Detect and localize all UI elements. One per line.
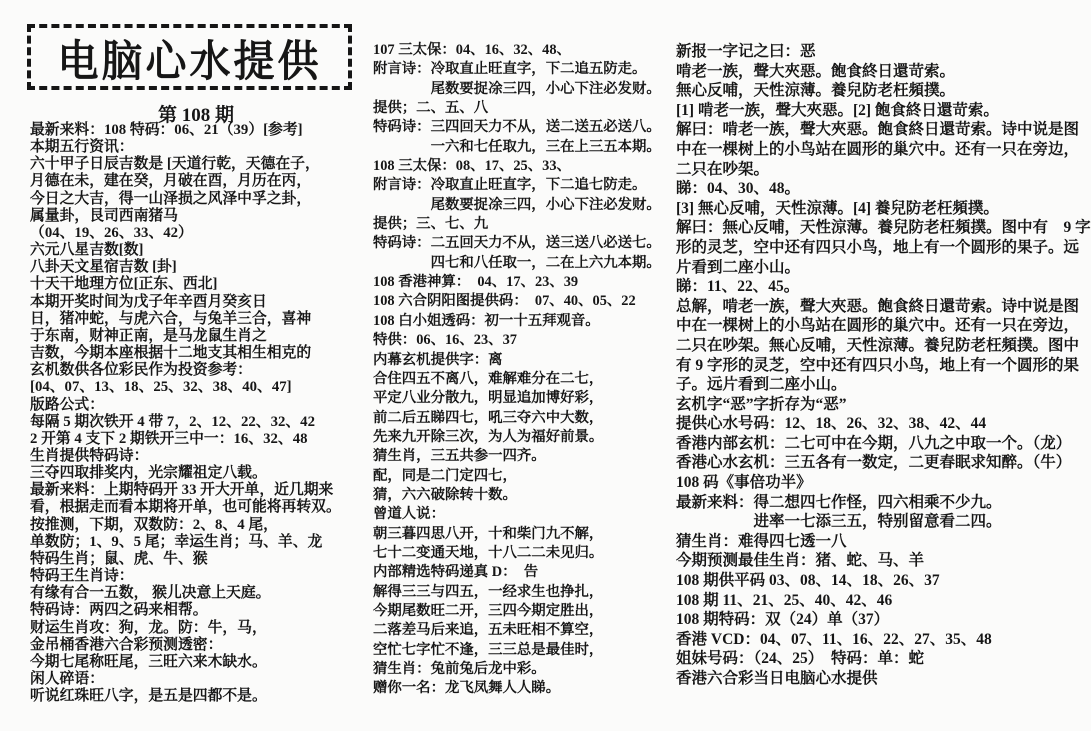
right-column [676, 42, 1091, 689]
text-line: 108 六合阴阳图提供码： 07、40、05、22 [373, 293, 636, 310]
text-line: 内幕玄机提供字：离 [373, 351, 503, 368]
text-line: 六元八星吉数[数] [30, 242, 144, 259]
text-line: 108 期 11、21、25、40、42、46 [676, 591, 893, 609]
text-line: 进率一七添三五，特别留意看二四。 [676, 513, 1002, 531]
text-line: 今期七尾称旺尾，三旺六来木缺水。 [30, 653, 267, 670]
text-line: 最新来料：上期特码开 33 开大开单，近几期来 [30, 482, 334, 499]
text-line: 财运生肖攻：狗，龙。防：牛，马， [30, 619, 267, 636]
text-line: 玄机字“恶”字折存为“恶” [676, 395, 847, 413]
text-line: 香港 VCD：04、07、11、16、22、27、35、48 [676, 630, 992, 648]
text-line: 属量卦，艮司西南猪马 [30, 207, 178, 224]
masthead [27, 24, 352, 90]
text-line: 总解，啃老一族，聲大夾惡。飽食終日還苛索。诗中说是图 [676, 297, 1080, 315]
text-line: 附言诗：冷取直止旺直字，下二追五防走。 [373, 61, 647, 78]
text-line: 猜，六六破除转十数。 [373, 486, 517, 503]
text-line: 按推测，下期，双数防：2、8、4 尾， [30, 516, 278, 533]
text-line: 尾数要捉凃三四，小心下注必发财。 [373, 80, 661, 97]
text-line: 猜生肖：兔前兔后龙中彩。 [373, 661, 546, 677]
text-line: 附言诗：冷取直止旺直字，下二追七防走。 [373, 177, 647, 194]
text-line: 今期尾数旺二开，三四今期定胜出， [373, 602, 604, 619]
text-line: 108 期供平码 03、08、14、18、26、37 [676, 572, 940, 590]
text-line: 睇：04、30、48。 [676, 180, 801, 198]
middle-column [373, 41, 675, 699]
text-line: 香港内部玄机：二七可中在今期，八九之中取一个。（龙） [676, 434, 1072, 452]
text-line: 空忙七字忙不逢，三三总是最佳时， [373, 641, 604, 658]
text-line: 最新来料：108 特码：06、21（39）[参考] [30, 122, 303, 138]
text-line: 特供：06、16、23、37 [373, 332, 517, 349]
text-line: 解得三三与四五，一经求生也挣扎， [373, 583, 604, 600]
text-line: 单数防；1、9、5 尾；幸运生肖；马、羊、龙 [30, 533, 323, 550]
text-line: 今期预测最佳生肖：猪、蛇、马、羊 [676, 552, 925, 570]
text-line: 新报一字记之曰：恶 [676, 43, 816, 60]
text-line: [04、07、13、18、25、32、38、40、47] [30, 379, 292, 396]
text-line: 听说红珠旺八字，是五是四都不是。 [30, 688, 267, 705]
text-line: 解曰：無心反哺，天性涼薄。養兒防老枉頻撲。图中有 9 字 [676, 219, 1091, 237]
text-line: 二只在吵架。無心反哺，天性涼薄。養兒防老枉頻撲。图中 [676, 336, 1080, 354]
text-line: 提供心水号码：12、18、26、32、38、42、44 [676, 415, 987, 433]
text-line: 先来九开除三次，为人为福好前景。 [373, 428, 604, 445]
text-line: 提供；三、七、九 [373, 216, 489, 233]
text-line: 二只在吵架。 [676, 160, 770, 178]
text-line: 108 白小姐透码：初一十五拜观音。 [373, 312, 600, 329]
text-line: 108 三太保：08、17、25、33、 [373, 158, 571, 175]
text-line: 解曰：啃老一族，聲大夾惡。飽食終日還苛索。诗中说是图 [676, 121, 1080, 139]
text-line: 二落差马后来追，五未旺相不算空， [373, 622, 604, 639]
text-line: 于东南，财神正南，是马龙鼠生肖之 [30, 327, 267, 344]
text-line: 七十二变通天地，十八二二未见归。 [373, 544, 604, 561]
text-line: 特码王生肖诗： [30, 568, 134, 585]
text-line: 三夺四取排奖内，光宗耀祖定八载。 [30, 465, 267, 482]
text-line: 本期五行资讯： [30, 139, 134, 156]
text-line: 闲人碎语： [30, 671, 104, 687]
text-line: 前二后五睇四七，吼三夺六中大数， [373, 409, 604, 426]
text-line: 月德在未，建在癸，月破在酉，月历在丙， [30, 173, 312, 190]
text-line: 108 香港神算： 04、17、23、39 [373, 274, 579, 291]
text-line: 朝三暮四思八开，十和柴门九不解， [373, 525, 604, 542]
text-line: 無心反哺，天性涼薄。養兒防老枉頻撲。 [676, 82, 956, 100]
text-line: 配，同是二门定四七， [373, 467, 517, 484]
text-line: 六十甲子日辰吉数是 [天道行乾，天德在子， [30, 156, 320, 173]
text-line: 日，猪冲蛇，与虎六合，与兔羊三合，喜神 [30, 310, 312, 327]
text-line: 108 码《事倍功半》 [676, 474, 812, 492]
text-line: 今日之大吉，得一山泽损之风泽中孚之卦， [30, 190, 312, 207]
text-line: 有 9 字形的灵芝，空中还有四只小鸟，地上有一个圆形的果 [676, 356, 1080, 374]
text-line: 版路公式： [30, 396, 104, 413]
text-line: 猜生肖：难得四七透一八 [676, 532, 847, 550]
text-line: 特码诗：三四回天力不从，送二送五必送八。 [373, 119, 661, 136]
text-line: 吉数，今期本座根据十二地支其相生相克的 [30, 345, 312, 362]
text-line: 形的灵芝，空中还有四只小鸟，地上有一个圆形的果子。远 [676, 238, 1080, 256]
text-line: 最新来料：得二想四七作怪，四六相乘不少九。 [676, 493, 1002, 511]
text-line: 十天干地理方位[正东、西北] [30, 276, 218, 293]
text-line: 啃老一族，聲大夾惡。飽食終日還苛索。 [676, 62, 956, 80]
text-line: 姐妹号码：（24、25） 特码：单：蛇 [676, 650, 925, 668]
issue-number: 第 108 期 [157, 105, 234, 126]
text-line: 一六和七任取九，三在上三五本期。 [373, 138, 661, 155]
text-line: 猜生肖，三五共参一四齐。 [373, 448, 546, 465]
text-line: 2 开第 4 支下 2 期铁开三中一：16、32、48 [30, 430, 308, 447]
text-line: 平定八业分散九，明显追加博好彩， [373, 390, 604, 407]
text-line: 金吊桶香港六合彩预测透密： [30, 636, 223, 653]
text-line: 四七和八任取一，二在上六九本期。 [373, 254, 661, 271]
text-line: 107 三太保：04、16、32、48、 [373, 42, 571, 58]
text-line: 合住四五不离八，难解难分在二七， [373, 370, 604, 387]
left-column [30, 122, 372, 705]
text-line: 曾道人说： [373, 506, 445, 523]
text-line: 本期开奖时间为戊子年辛酉月癸亥日 [30, 293, 267, 310]
page-title: 电脑心水提供 [57, 36, 322, 85]
text-line: 生肖提供特码诗： [30, 447, 149, 464]
text-line: 尾数要捉凃三四，小心下注必发财。 [373, 196, 661, 213]
text-line: 提供；二、五、八 [373, 100, 489, 117]
text-line: 中在一棵树上的小鸟站在圆形的巢穴中。还有一只在旁边， [676, 317, 1080, 335]
text-line: 香港心水玄机：三五各有一数定，二更春眠求知醉。（牛） [676, 454, 1072, 472]
text-line: 香港六合彩当日电脑心水提供 [676, 670, 878, 687]
text-line: 内部精选特码递真 D： 告 [373, 564, 539, 581]
text-line: 特码生肖；鼠、虎、牛、猴 [30, 550, 208, 567]
text-line: [3] 無心反哺，天性涼薄。[4] 養兒防老枉頻撲。 [676, 199, 999, 217]
text-line: 赠你一名：龙飞凤舞人人睇。 [373, 680, 561, 697]
text-line: 玄机数供各位彩民作为投资参考： [30, 362, 252, 379]
text-line: 子。远片看到二座小山。 [676, 376, 847, 394]
text-line: [1] 啃老一族，聲大夾惡。[2] 飽食終日還苛索。 [676, 101, 999, 119]
text-line: 有缘有合一五数， 猴儿决意上天庭。 [30, 585, 271, 602]
text-line: 中在一棵树上的小鸟站在圆形的巢穴中。还有一只在旁边， [676, 140, 1080, 158]
text-line: （04、19、26、33、42） [30, 224, 193, 241]
text-line: 片看到二座小山。 [676, 258, 801, 276]
text-line: 特码诗：二五回天力不从，送三送八必送七。 [373, 235, 661, 252]
text-line: 108 期特码：双（24）单（37） [676, 611, 890, 629]
text-line: 看，根据走而看本期将开单，也可能将再转双。 [30, 499, 341, 516]
text-line: 每隔 5 期次铁开 4 带 7，2、12、22、32、42 [30, 413, 315, 430]
text-line: 八卦天文星宿吉数 [卦] [30, 259, 177, 276]
text-line: 特码诗：两四之码来相帮。 [30, 602, 208, 619]
text-line: 睇：11、22、45。 [676, 278, 800, 296]
